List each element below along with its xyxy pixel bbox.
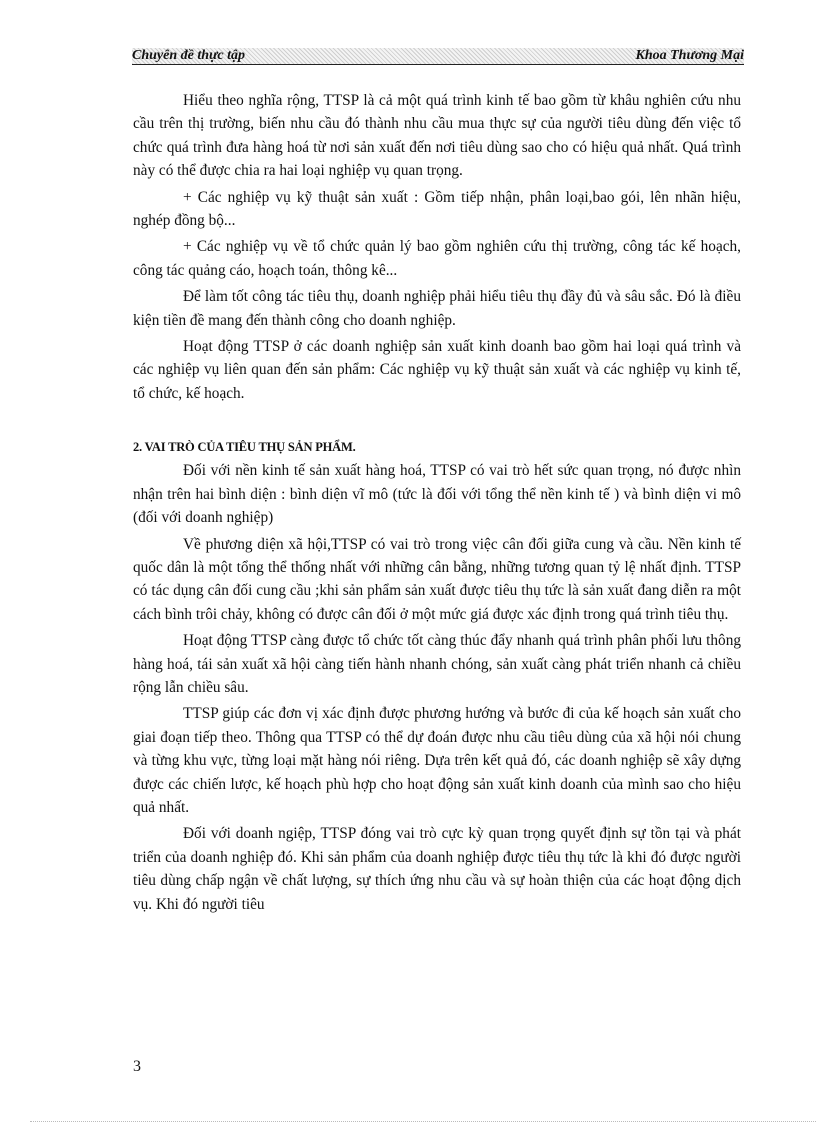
paragraph: Để làm tốt công tác tiêu thụ, doanh nghiệp phải hiểu tiêu thụ đầy đủ và sâu sắc. Đó là điều kiện tiền đề mang đến thành công cho doanh nghiệp. (133, 288, 741, 329)
paragraph: TTSP giúp các đơn vị xác định được phương hướng và bước đi của kế hoạch sản xuất cho giai đoạn tiếp theo. Thông qua TTSP có thể dự đoán được nhu cầu tiêu dùng của xã hội nói chung và từng khu vực, từng loại mặt hàng nói riêng. Dựa trên kết quả đó, các doanh nghiệp sẽ xây dựng được các chiến lược, kế hoạch phù hợp cho hoạt động sản xuất kinh doanh của mình sao cho hiệu quả nhất. (133, 705, 741, 816)
page-header (132, 48, 744, 65)
header-left-title: Chuyên đề thực tập (132, 48, 246, 63)
paragraph: Đối với nền kinh tế sản xuất hàng hoá, TTSP có vai trò hết sức quan trọng, nó được nhìn nhận trên hai bình diện : bình diện vĩ mô (tức là đối với tổng thể nền kinh tế ) và bình diện vi mô (đối với doanh nghiệp) (133, 462, 741, 527)
paragraph: Hoạt động TTSP ở các doanh nghiệp sản xuất kinh doanh bao gồm hai loại quá trình và các nghiệp vụ liên quan đến sản phẩm: Các nghiệp vụ kỹ thuật sản xuất và các nghiệp vụ kinh tế, tổ chức, kế hoạch. (133, 338, 741, 402)
paragraph: Hoạt động TTSP càng được tổ chức tốt càng thúc đẩy nhanh quá trình phân phối lưu thông hàng hoá, tái sản xuất xã hội càng tiến hành nhanh chóng, sản xuất càng phát triển nhanh cả chiều rộng lẫn chiều sâu. (133, 632, 741, 696)
header-right-title: Khoa Thương Mại (635, 48, 744, 63)
footer-divider (30, 1121, 816, 1122)
paragraph: Về phương diện xã hội,TTSP có vai trò trong việc cân đối giữa cung và cầu. Nền kinh tế quốc dân là một tổng thể thống nhất với những cân bằng, những tương quan tỷ lệ nhất định. TTSP có tác dụng cân đối cung cầu ;khi sản phẩm sản xuất được tiêu thụ tức là sản xuất đang diễn ra một cách bình trôi chảy, không có được cân đối ở một mức giá được xác định trong quá trình tiêu thụ. (133, 535, 741, 623)
paragraph: Hiểu theo nghĩa rộng, TTSP là cả một quá trình kinh tế bao gồm từ khâu nghiên cứu nhu cầu trên thị trường, biến nhu cầu đó thành nhu cầu mua thực sự của người tiêu dùng đến việc tổ chức quá trình đưa hàng hoá từ nơi sản xuất đến nơi tiêu dùng sao cho có hiệu quả nhất. Quá trình này có thể được chia ra hai loại nghiệp vụ quan trọng. (133, 92, 741, 180)
page-number: 3 (133, 1058, 141, 1075)
section-heading: 2. VAI TRÒ CỦA TIÊU THỤ SẢN PHẨM. (133, 440, 356, 455)
paragraph: + Các nghiệp vụ kỹ thuật sản xuất : Gồm tiếp nhận, phân loại,bao gói, lên nhãn hiệu, nghép đồng bộ... (133, 188, 741, 230)
paragraph: Đối với doanh ngiệp, TTSP đóng vai trò cực kỳ quan trọng quyết định sự tồn tại và phát triển của doanh nghiệp đó. Khi sản phẩm của doanh nghiệp được tiêu thụ tức là khi đó được người tiêu dùng chấp ngận về chất lượng, sự thích ứng nhu cầu và sự hoàn thiện của các hoạt động dịch vụ. Khi đó người tiêu (133, 825, 741, 913)
paragraph: + Các nghiệp vụ về tổ chức quản lý bao gồm nghiên cứu thị trường, công tác kế hoạch, công tác quảng cáo, hoạch toán, thông kê... (133, 238, 741, 279)
document-body (133, 89, 741, 919)
